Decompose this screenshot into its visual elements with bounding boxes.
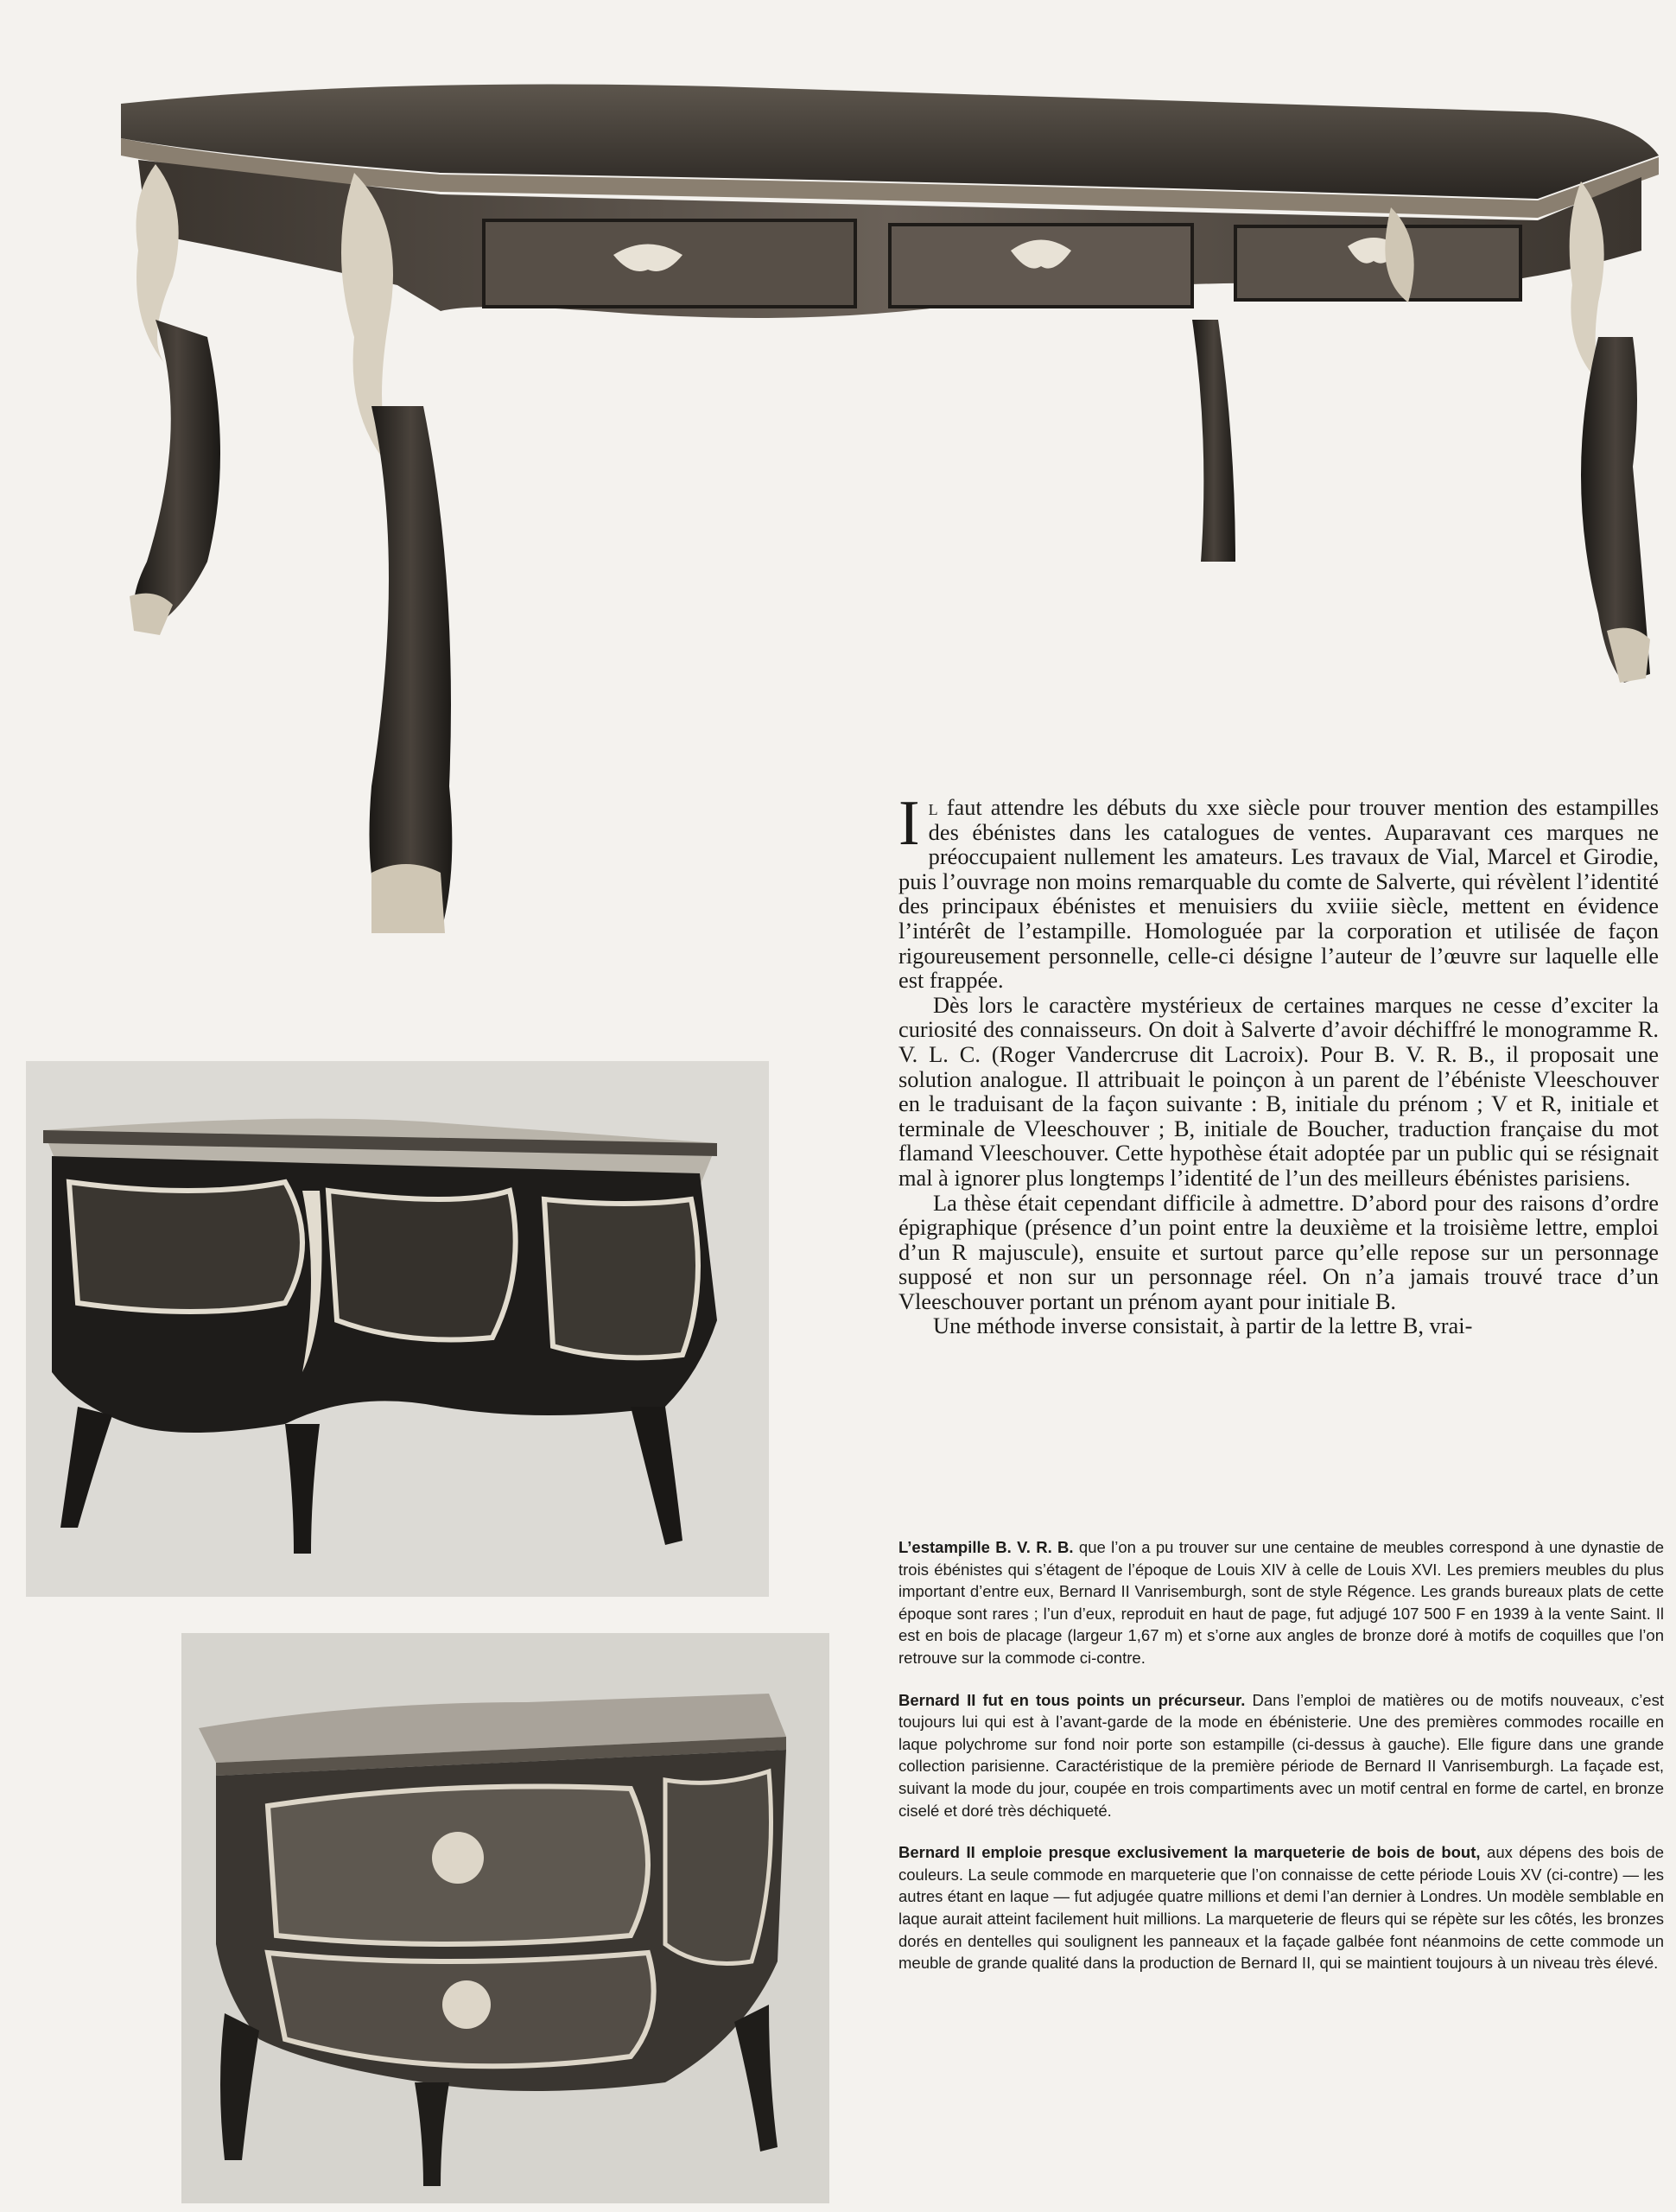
caption-3 xyxy=(898,1841,1664,1974)
essay-p1-text: faut attendre les débuts du xxe siècle pour trouver mention des estampilles des ébénistes dans les catalogues de ventes. Auparavant ces marques ne préoccupaient nullement les amateurs. Les travaux de Vial, Marcel et Girodie, puis l’ouvrage non moins remarquable du comte de Salverte, qui révèlent l’identité des principaux ébénistes et menuisiers du xviiie siècle, mettent en évidence l’intérêt de l’estampille. Homologuée par la corporation et utilisée de façon rigoureusement personnelle, celle-ci désigne l’auteur de l’œuvre sur laquelle elle est frappée. xyxy=(898,794,1659,994)
essay-paragraph-1 xyxy=(898,788,1659,994)
caption-1-text: que l’on a pu trouver sur une centaine de meubles correspond à une dynastie de trois ébénistes qui s’étagent de l’époque de Louis XIV à celle de Louis XVI. Les premiers meubles du plus important d’entre eux, Bernard II Vanrisemburgh, sont de style Régence. Les grands bureaux plats de cette époque sont rares ; l’un d’eux, reproduit en haut de page, fut adjugé 107 500 F en 1939 à la vente Saint. Il est en bois de placage (largeur 1,67 m) et s’orne aux angles de bronze doré à motifs de coquilles que l’on retrouve sur la commode ci-contre. xyxy=(898,1538,1664,1667)
drop-cap: I xyxy=(898,788,920,859)
lead-small-caps: l xyxy=(928,794,938,820)
captions xyxy=(898,1536,1664,1994)
essay-paragraph-4: Une méthode inverse consistait, à partir de la lettre B, vrai- xyxy=(933,1313,1473,1339)
caption-3-text: aux dépens des bois de couleurs. La seule commode en marqueterie que l’on connaisse de cette période Louis XV (ci-contre) — les autres étant en laque — fut adjugée quatre millions et demi l’an dernier à Londres. Un modèle semblable en laque aurait atteint facilement huit millions. La marqueterie de fleurs qui se répète sur les côtés, les bronzes dorés en dentelles qui soulignent les panneaux et la façade galbée font néanmoins de cette commode un meuble de grande qualité dans la production de Bernard II, qui se maintient toujours à un niveau très élevé. xyxy=(898,1843,1664,1973)
caption-3-lead: Bernard II emploie presque exclusivement la marqueterie de bois de bout, xyxy=(898,1843,1481,1862)
essay-text xyxy=(898,788,1659,1339)
marquetry-commode-photo xyxy=(181,1633,829,2203)
caption-2 xyxy=(898,1689,1664,1822)
caption-2-text: Dans l’emploi de matières ou de motifs nouveaux, c’est toujours lui qui est à l’avant-garde de la mode en ébénisterie. Une des premières commodes rocaille en laque polychrome sur fond noir porte son estampille (ci-dessus à gauche). Elle figure dans une grande collection parisienne. Caractéristique de la première période de Bernard II Vanrisemburgh. La façade est, suivant la mode du jour, coupée en trois compartiments avec un motif central en forme de cartel, en bronze ciselé et doré très déchiqueté. xyxy=(898,1690,1664,1820)
caption-1-lead: L’estampille B. V. R. B. xyxy=(898,1538,1074,1556)
lacquer-commode-photo xyxy=(26,1061,769,1597)
caption-2-lead: Bernard II fut en tous points un précurseur. xyxy=(898,1690,1246,1709)
caption-1 xyxy=(898,1536,1664,1669)
essay-paragraph-3: La thèse était cependant difficile à admettre. D’abord pour des raisons d’ordre épigraphique (présence d’un point entre la deuxième et la troisième lettre, emploi d’un R majuscule), ensuite et surtout parce qu’elle repose sur un personnage supposé et non sur un personnage réel. On n’a jamais trouvé trace d’un Vleeschouver portant un prénom ayant pour initiale B. xyxy=(898,1189,1659,1314)
essay-paragraph-2: Dès lors le caractère mystérieux de certaines marques ne cesse d’exciter la curiosité des connaisseurs. On doit à Salverte d’avoir déchiffré le monogramme R. V. L. C. (Roger Vandercruse dit Lacroix). Pour B. V. R. B., il proposait une solution analogue. Il attribuait le poinçon à un parent de l’ébéniste Vleeschouver en le traduisant de la façon suivante : B, initiale du prénom ; V et R, initiale et terminale de Vleeschouver ; B, initiale de Boucher, traduction française du mot flamand Vleeschouver. Cette hypothèse était adoptée par un public qui se résignait mal à ignorer plus longtemps l’identité de l’un des meilleurs ébénistes parisiens. xyxy=(898,991,1659,1191)
